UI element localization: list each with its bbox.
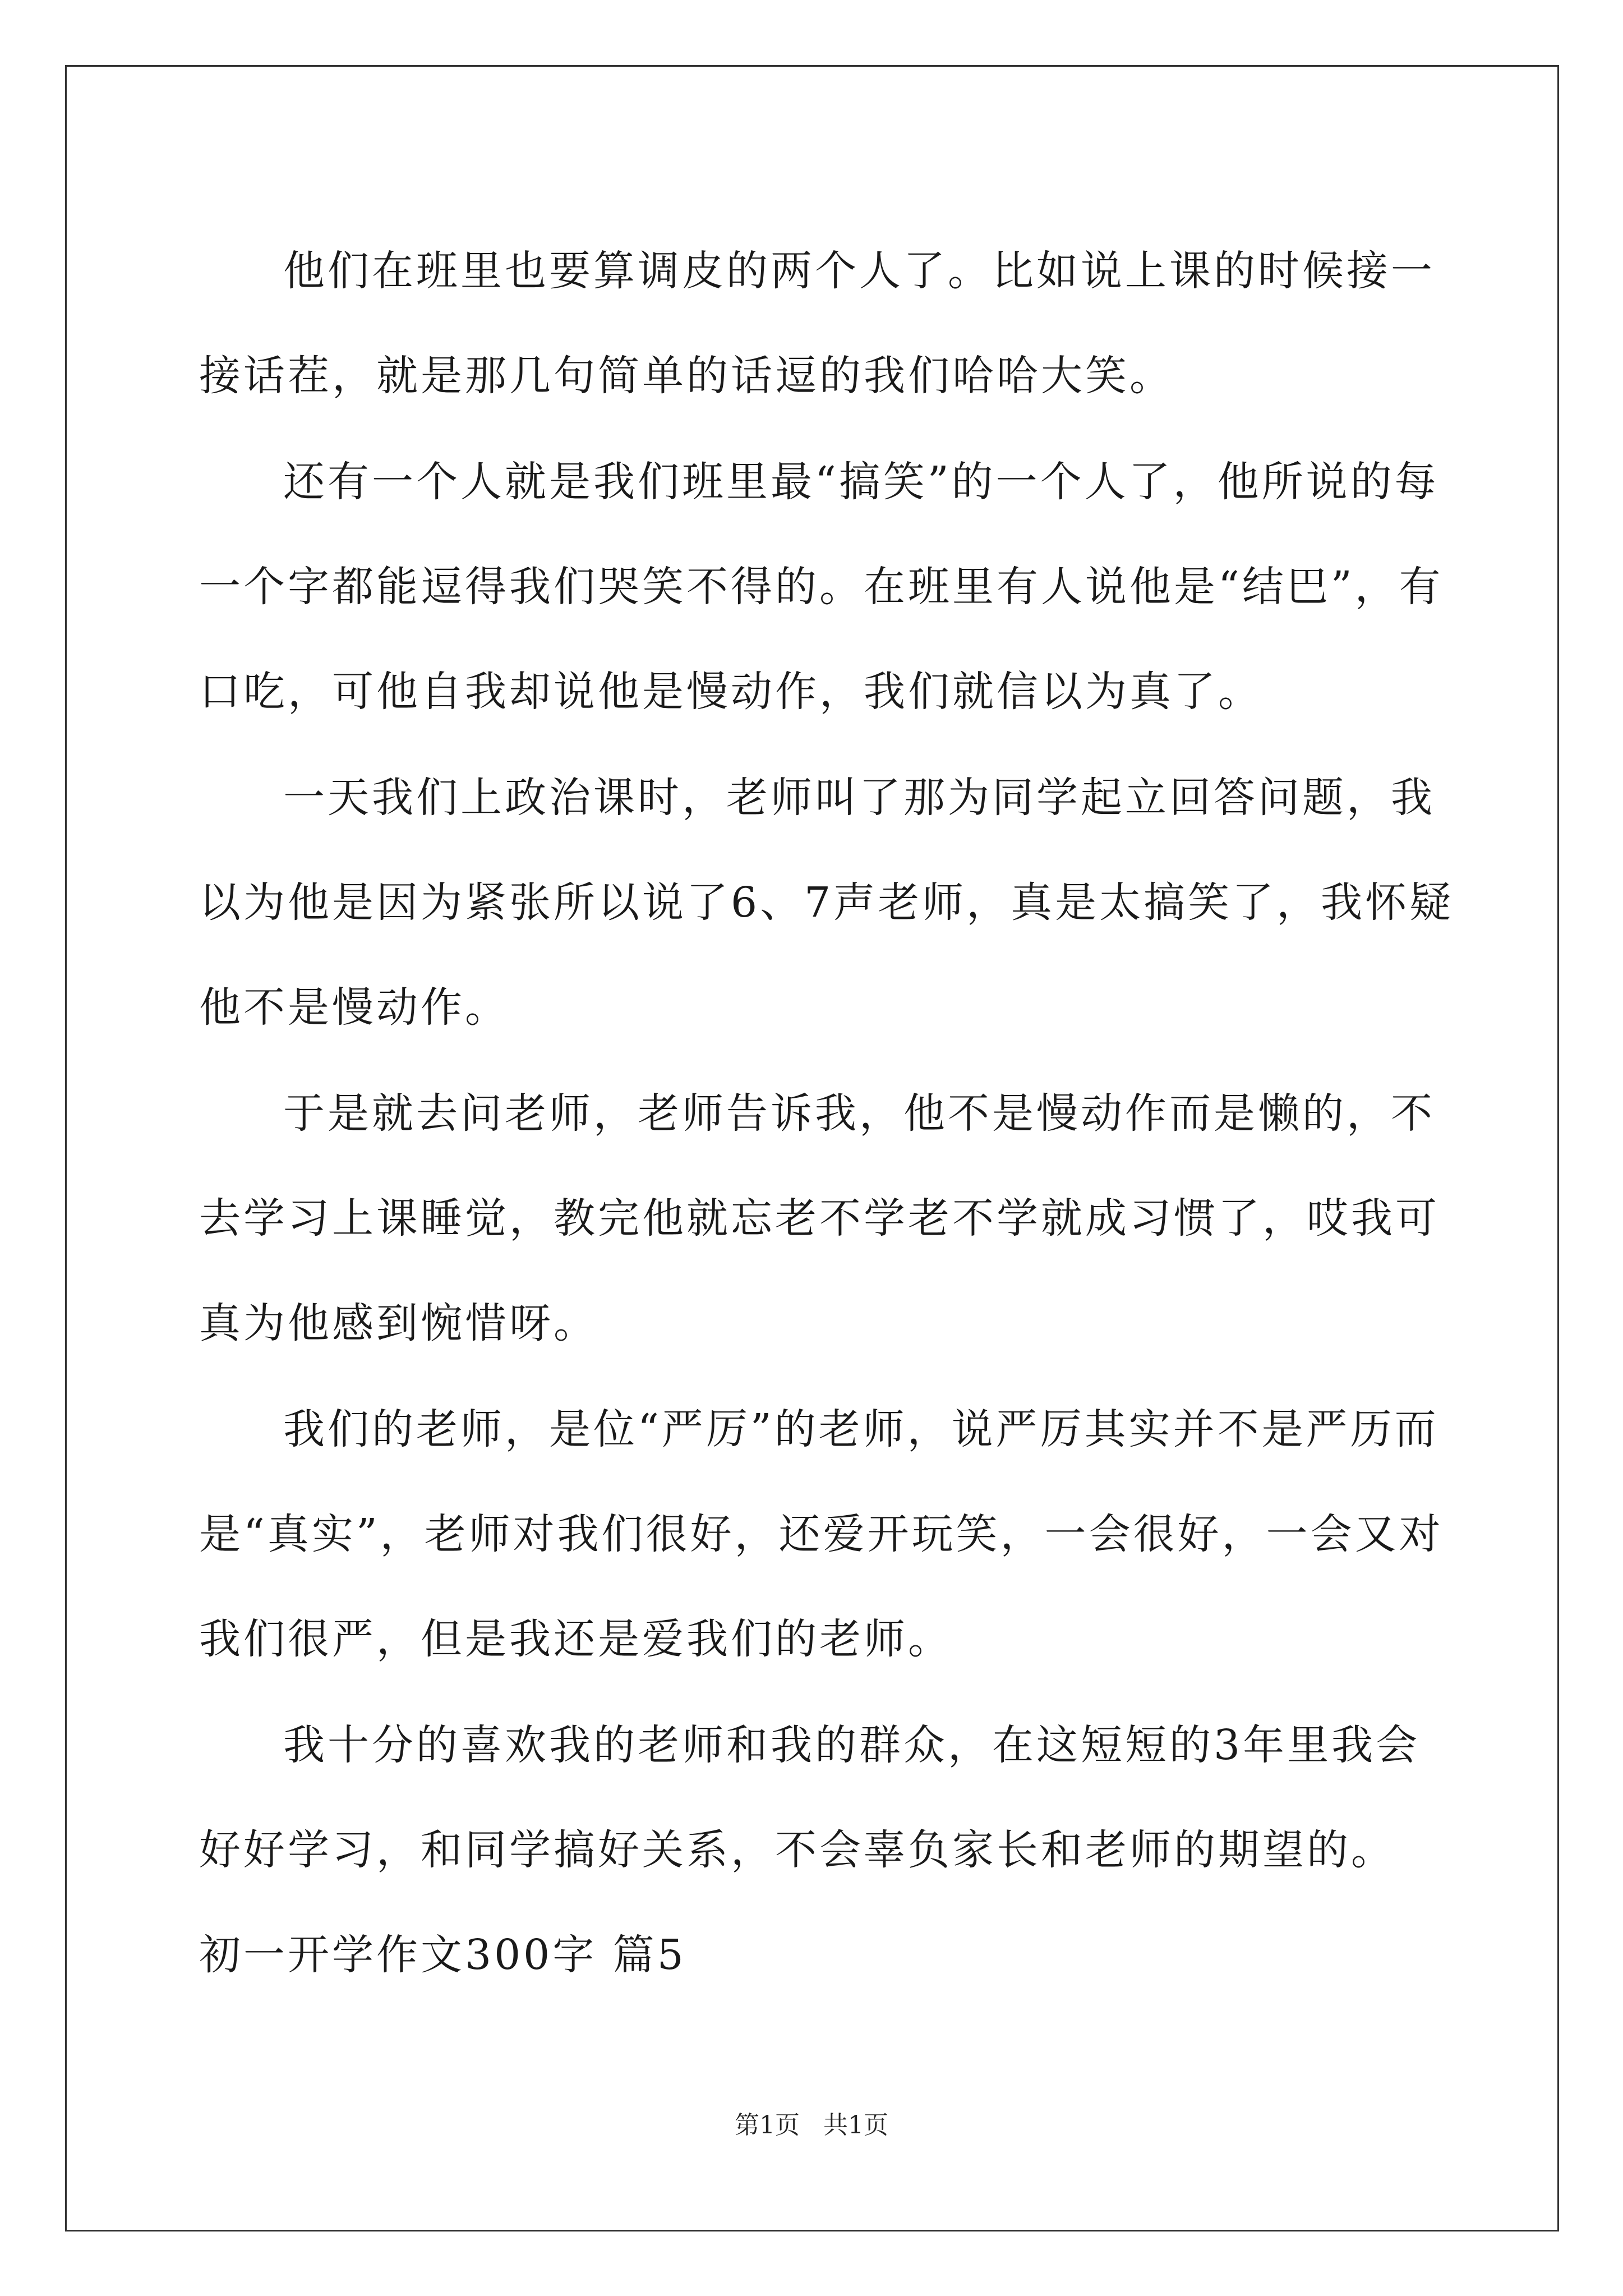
section-heading: 初一开学作文300字 篇5 [199, 1931, 686, 1979]
paragraph: 我十分的喜欢我的老师和我的群众，在这短短的3年里我会好好学习，和同学搞好关系，不会辜负家长和老师的期望的。 [199, 1721, 1421, 1874]
paragraph: 一天我们上政治课时，老师叫了那为同学起立回答问题，我以为他是因为紧张所以说了6、7声老师，真是太搞笑了，我怀疑他不是慢动作。 [199, 774, 1454, 1032]
page-footer: 第1页 共1页 [735, 2111, 888, 2139]
paragraph: 还有一个人就是我们班里最“搞笑”的一个人了，他所说的每一个字都能逗得我们哭笑不得的。在班里有人说他是“结巴”，有口吃，可他自我却说他是慢动作，我们就信以为真了。 [199, 458, 1444, 716]
document-body [199, 219, 1455, 2008]
paragraph: 我们的老师，是位“严厉”的老师，说严厉其实并不是严历而是“真实”，老师对我们很好，还爱开玩笑，一会很好，一会又对我们很严，但是我还是爱我们的老师。 [199, 1405, 1444, 1663]
paragraph: 他们在班里也要算调皮的两个人了。比如说上课的时候接一接话茬，就是那几句简单的话逗的我们哈哈大笑。 [199, 247, 1435, 400]
paragraph: 于是就去问老师，老师告诉我，他不是慢动作而是懒的，不去学习上课睡觉，教完他就忘老不学老不学就成习惯了，哎我可真为他感到惋惜呀。 [199, 1089, 1440, 1347]
